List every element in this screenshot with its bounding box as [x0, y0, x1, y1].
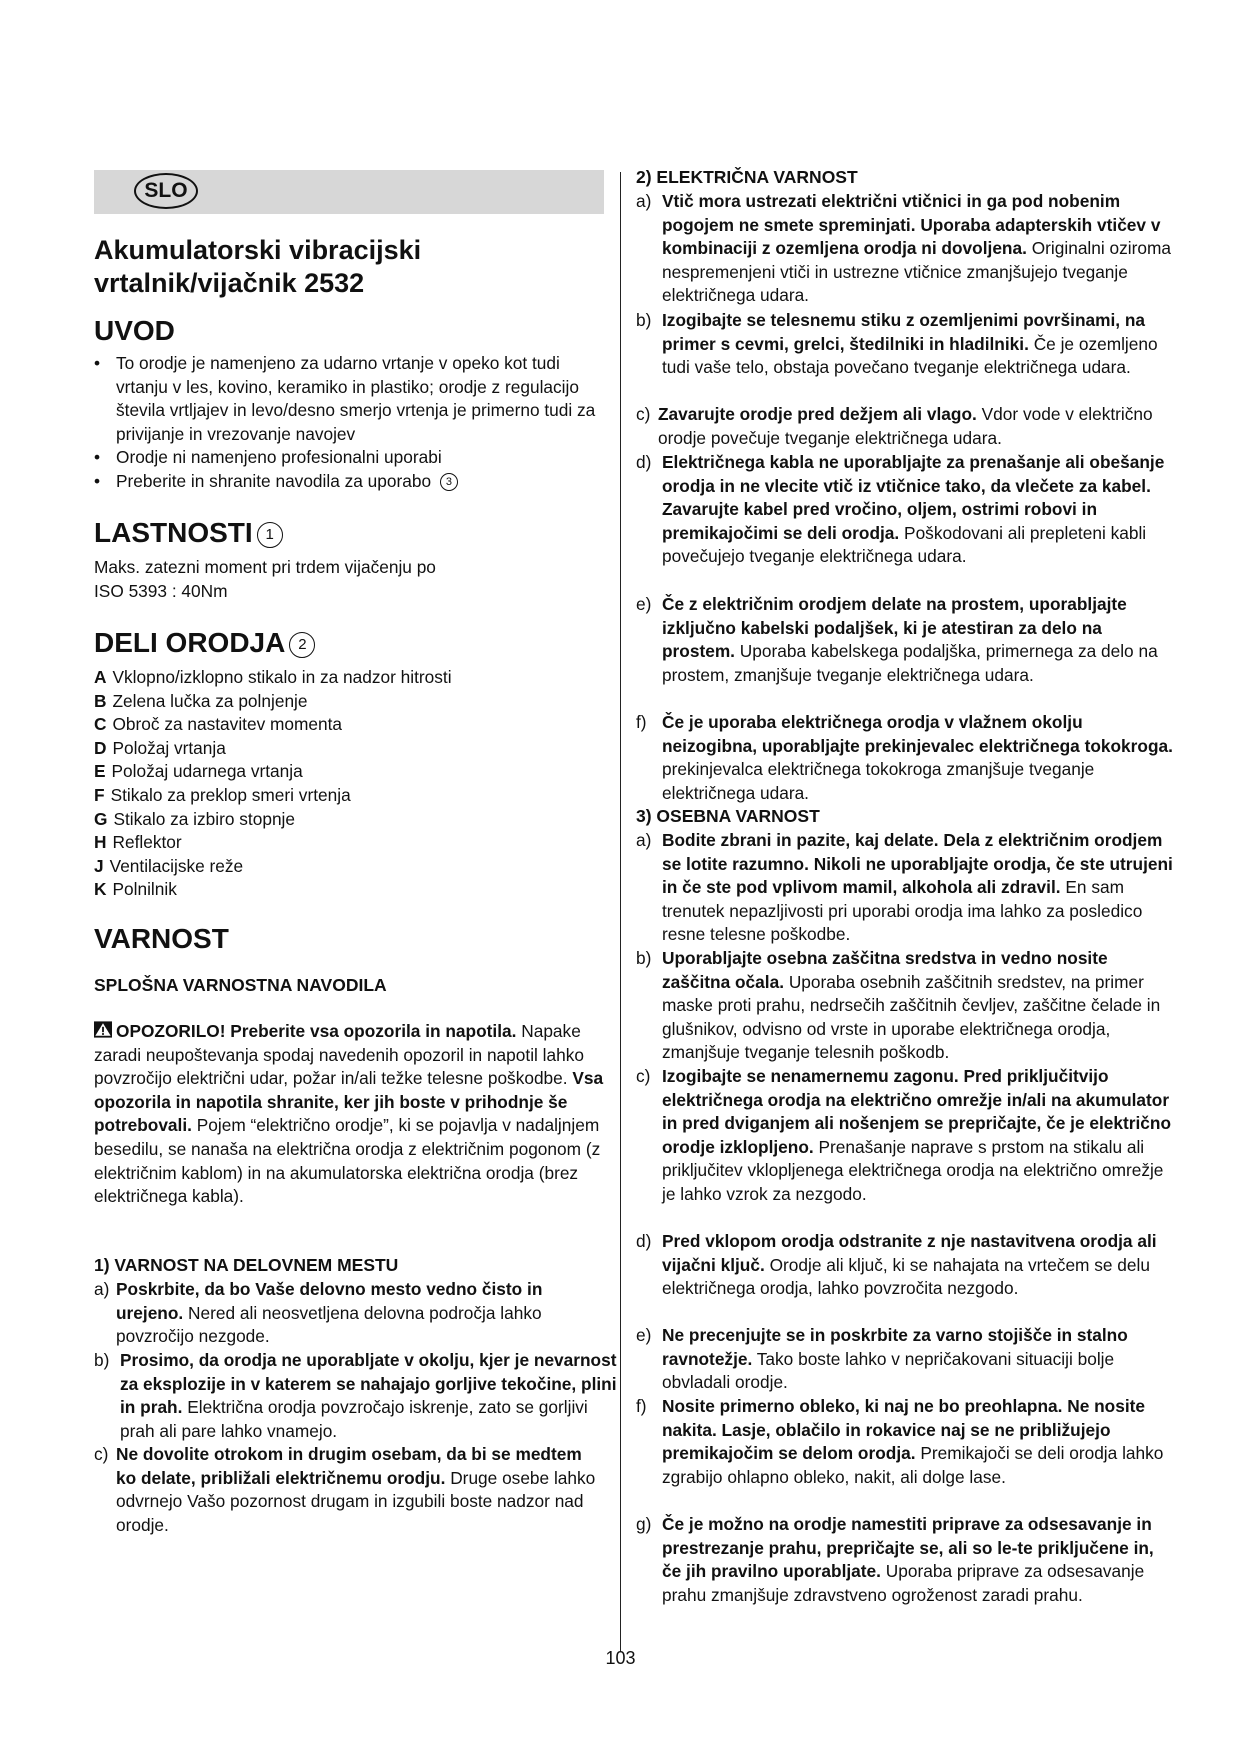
item-label: d) [636, 1231, 652, 1251]
language-header-bar [94, 170, 604, 214]
part-item: B Zelena lučka za polnjenje [94, 690, 308, 711]
title-line-2: vrtalnik/vijačnik 2532 [94, 268, 365, 298]
section-2-item-a [636, 190, 1176, 308]
item-body: Pred vklopom orodja odstranite z nje nastavitvena orodja ali vijačni ključ. Orodje ali ključ, ki se nahajata na vrtečem se delu električnega orodja, lahko povzročita nezgodo. [662, 1231, 1157, 1299]
section-3-item-f [636, 1395, 1176, 1489]
figure-ref-1: 1 [257, 522, 283, 548]
document-title [94, 234, 421, 300]
item-body: Zavarujte orodje pred dežjem ali vlago. Vdor vode v električno orodje povečuje tveganje električnega udara. [658, 404, 1153, 448]
section-3-item-d [636, 1230, 1176, 1301]
section-2-item-f [636, 711, 1176, 805]
part-item: K Polnilnik [94, 879, 177, 900]
section-2-item-c [636, 403, 1176, 450]
uvod-bullet-2: • Orodje ni namenjeno profesionalni uporabi [94, 446, 616, 470]
item-body: Izogibajte se nenamernemu zagonu. Pred priključitvijo električnega orodja na električno omrežje in/ali na akumulator in pred dviganjem ali nošenjem se prepričajte, če je električno orodje izklopljeno. Prenašanje naprave s prstom na stikalu ali priključitev vklopljenega električnega orodja na električno omrežje je lahko vzrok za nezgodo. [662, 1066, 1172, 1204]
item-label: b) [94, 1350, 110, 1370]
part-item: A Vklopno/izklopno stikalo in za nadzor hitrosti [94, 667, 452, 687]
item-label: c) [636, 404, 651, 424]
item-body: Uporabljajte osebna zaščitna sredstva in vedno nosite zaščitna očala. Uporaba osebnih zaščitnih sredstev, na primer maske proti prahu, nedrsečih zaščitnih čevljev, zaščitne čelade in glušnikov, odvisno od vrste in uporabe električnega orodja, zmanjšuje tveganje telesnih poškodb. [662, 948, 1161, 1063]
section-2-item-b [636, 309, 1176, 380]
general-safety-subheading: SPLOŠNA VARNOSTNA NAVODILA [94, 975, 387, 995]
section-1-item-c [94, 1443, 604, 1537]
lastnosti-line-1: Maks. zatezni moment pri trdem vijačenju po [94, 557, 436, 577]
uvod-bullet-1: • To orodje je namenjeno za udarno vrtanje v opeko kot tudi vrtanju v les, kovino, keramiko in plastiko; orodje z regulacijo števila vrtljajev in levo/desno smerjo vrtenja je primerno tudi za privijanje in vrezovanje navojev [94, 352, 616, 446]
item-body: Če je možno na orodje namestiti priprave za odsesavanje in prestrezanje prahu, prepričajte se, ali so le-te priključene in, če jih pravilno uporabljate. Uporaba priprave za odsesavanje prahu zmanjšuje zdravstveno ogroženost zaradi prahu. [662, 1514, 1154, 1605]
item-body: Nosite primerno obleko, ki naj ne bo preohlapna. Ne nosite nakita. Lasje, oblačilo in rokavice naj se ne približujejo premikajočim se delom orodja. Premikajoči se deli orodja lahko zgrabijo ohlapno obleko, nakit, ali dolge lase. [662, 1396, 1164, 1487]
part-item: H Reflektor [94, 832, 182, 853]
uvod-bullet-3 [94, 470, 616, 494]
item-label: d) [636, 452, 652, 472]
item-label: e) [636, 1325, 652, 1345]
deli-heading [94, 626, 315, 660]
section-3-item-b [636, 947, 1176, 1065]
item-body: Prosimo, da orodja ne uporabljate v okolju, kjer je nevarnost za eksplozije in v katerem se nahajajo gorljive tekočine, plini in prah. Električna orodja povzročajo iskrenje, zato se gorljivi prah ali pare lahko vnamejo. [120, 1350, 617, 1441]
lastnosti-line-2: ISO 5393 : 40Nm [94, 580, 228, 601]
item-label: e) [636, 594, 652, 614]
item-label: b) [636, 948, 652, 968]
item-label: c) [94, 1444, 109, 1464]
figure-ref-2: 2 [289, 632, 315, 658]
section-2-heading: 2) ELEKTRIČNA VARNOST [636, 167, 858, 187]
item-label: a) [636, 830, 652, 850]
figure-ref-3: 3 [440, 473, 458, 491]
warning-bold-text: OPOZORILO! Preberite vsa opozorila in napotila. [116, 1021, 517, 1041]
warning-text-2: Pojem “električno orodje”, ki se pojavlja v nadaljnjem besedilu, se nanaša na električna orodja z električnim pogonom (z električnim kablom) in na akumulatorska električna orodja (brez električnega kabla). [94, 1115, 601, 1207]
item-body: Električnega kabla ne uporabljajte za prenašanje ali obešanje orodja in ne vlecite vtič iz vtičnice tako, da vlečete za kabel. Zavarujte kabel pred vročino, oljem, ostrimi robovi in premikajočimi se deli orodja. Poškodovani ali prepleteni kabli povečujejo tveganje električnega udara. [662, 452, 1165, 567]
item-label: a) [94, 1279, 110, 1299]
item-label: g) [636, 1514, 652, 1534]
section-1-item-a [94, 1278, 604, 1349]
item-body: Če z električnim orodjem delate na prostem, uporabljajte izključno kabelski podaljšek, ki je atestiran za delo na prostem. Uporaba kabelskega podaljška, primernega za delo na prostem, zmanjšuje tveganje električnega udara. [662, 594, 1158, 685]
title-line-1: Akumulatorski vibracijski [94, 235, 422, 265]
item-body: Izogibajte se telesnemu stiku z ozemljenimi površinami, na primer s cevmi, grelci, štedilniki in hladilniki. Če je ozemljeno tudi vaše telo, obstaja povečano tveganje električnega udara. [662, 310, 1158, 378]
section-3-heading: 3) OSEBNA VARNOST [636, 806, 820, 826]
section-2-item-e [636, 593, 1176, 687]
section-3-item-g [636, 1513, 1176, 1607]
item-body: Ne precenjujte se in poskrbite za varno stojišče in stalno ravnotežje. Tako boste lahko v nepričakovani situaciji bolje obvladali orodje. [662, 1325, 1128, 1393]
lastnosti-text [94, 556, 604, 603]
varnost-heading: VARNOST [94, 923, 229, 954]
item-body: Bodite zbrani in pazite, kaj delate. Dela z električnim orodjem se lotite razumno. Nikoli ne uporabljajte orodja, če ste utrujeni in če ste pod vplivom mamil, alkohola ali zdravil. En sam trenutek nepazljivosti pri uporabi orodja ima lahko za posledico resne telesne poškodbe. [662, 830, 1173, 945]
warning-text-1: Napake zaradi neupoštevanja spodaj navedenih opozoril in napotil lahko povzročijo električni udar, požar in/ali težke telesne poškodbe. [94, 1021, 584, 1089]
section-2-item-d [636, 451, 1176, 569]
section-3-item-e [636, 1324, 1176, 1395]
page-number: 103 [605, 1648, 636, 1668]
uvod-heading: UVOD [94, 315, 175, 346]
item-body: Poskrbite, da bo Vaše delovno mesto vedno čisto in urejeno. Nered ali neosvetljena delovna področja lahko povzročijo nezgode. [116, 1279, 543, 1347]
item-body: Vtič mora ustrezati električni vtičnici in ga pod nobenim pogojem ne smete spreminjati. Uporaba adapterskih vtičev v kombinaciji z ozemljena orodja ni dovoljena. Originalni oziroma nespremenjeni vtiči in ustrezne vtičnice zmanjšujejo tveganje električnega udara. [662, 191, 1171, 306]
lastnosti-heading-text: LASTNOSTI [94, 517, 253, 548]
part-item: F Stikalo za preklop smeri vrtenja [94, 784, 351, 805]
item-label: c) [636, 1066, 651, 1086]
item-body: Če je uporaba električnega orodja v vlažnem okolju neizogibna, uporabljajte prekinjevalec električnega tokokroga. prekinjevalca električnega tokokroga zmanjšuje tveganje električnega udara. [662, 712, 1173, 803]
item-label: b) [636, 310, 652, 330]
warning-bold-text-2: Vsa opozorila in napotila shranite, ker jih boste v prihodnje še potrebovali. [94, 1068, 604, 1136]
warning-triangle-icon [94, 1021, 112, 1038]
language-badge: SLO [134, 173, 198, 209]
uvod-bullet-3-text: Preberite in shranite navodila za uporabo [116, 471, 432, 491]
part-item: G Stikalo za izbiro stopnje [94, 808, 295, 829]
item-label: a) [636, 191, 652, 211]
deli-heading-text: DELI ORODJA [94, 627, 286, 658]
section-3-item-a [636, 829, 1176, 947]
part-item: J Ventilacijske reže [94, 855, 244, 876]
section-3-item-c [636, 1065, 1176, 1207]
item-body: Ne dovolite otrokom in drugim osebam, da bi se medtem ko delate, približali električnemu orodju. Druge osebe lahko odvrnejo Vašo pozornost drugam in izgubili boste nadzor nad orodje. [116, 1444, 596, 1535]
item-label: f) [636, 1396, 647, 1416]
part-item: D Položaj vrtanja [94, 737, 226, 758]
warning-paragraph [94, 1020, 604, 1209]
section-1-heading: 1) VARNOST NA DELOVNEM MESTU [94, 1255, 399, 1275]
item-label: f) [636, 712, 647, 732]
part-item: E Položaj udarnega vrtanja [94, 761, 303, 782]
section-1-item-b [94, 1349, 624, 1443]
parts-list [94, 666, 604, 902]
lastnosti-heading [94, 516, 283, 550]
part-item: C Obroč za nastavitev momenta [94, 714, 343, 735]
